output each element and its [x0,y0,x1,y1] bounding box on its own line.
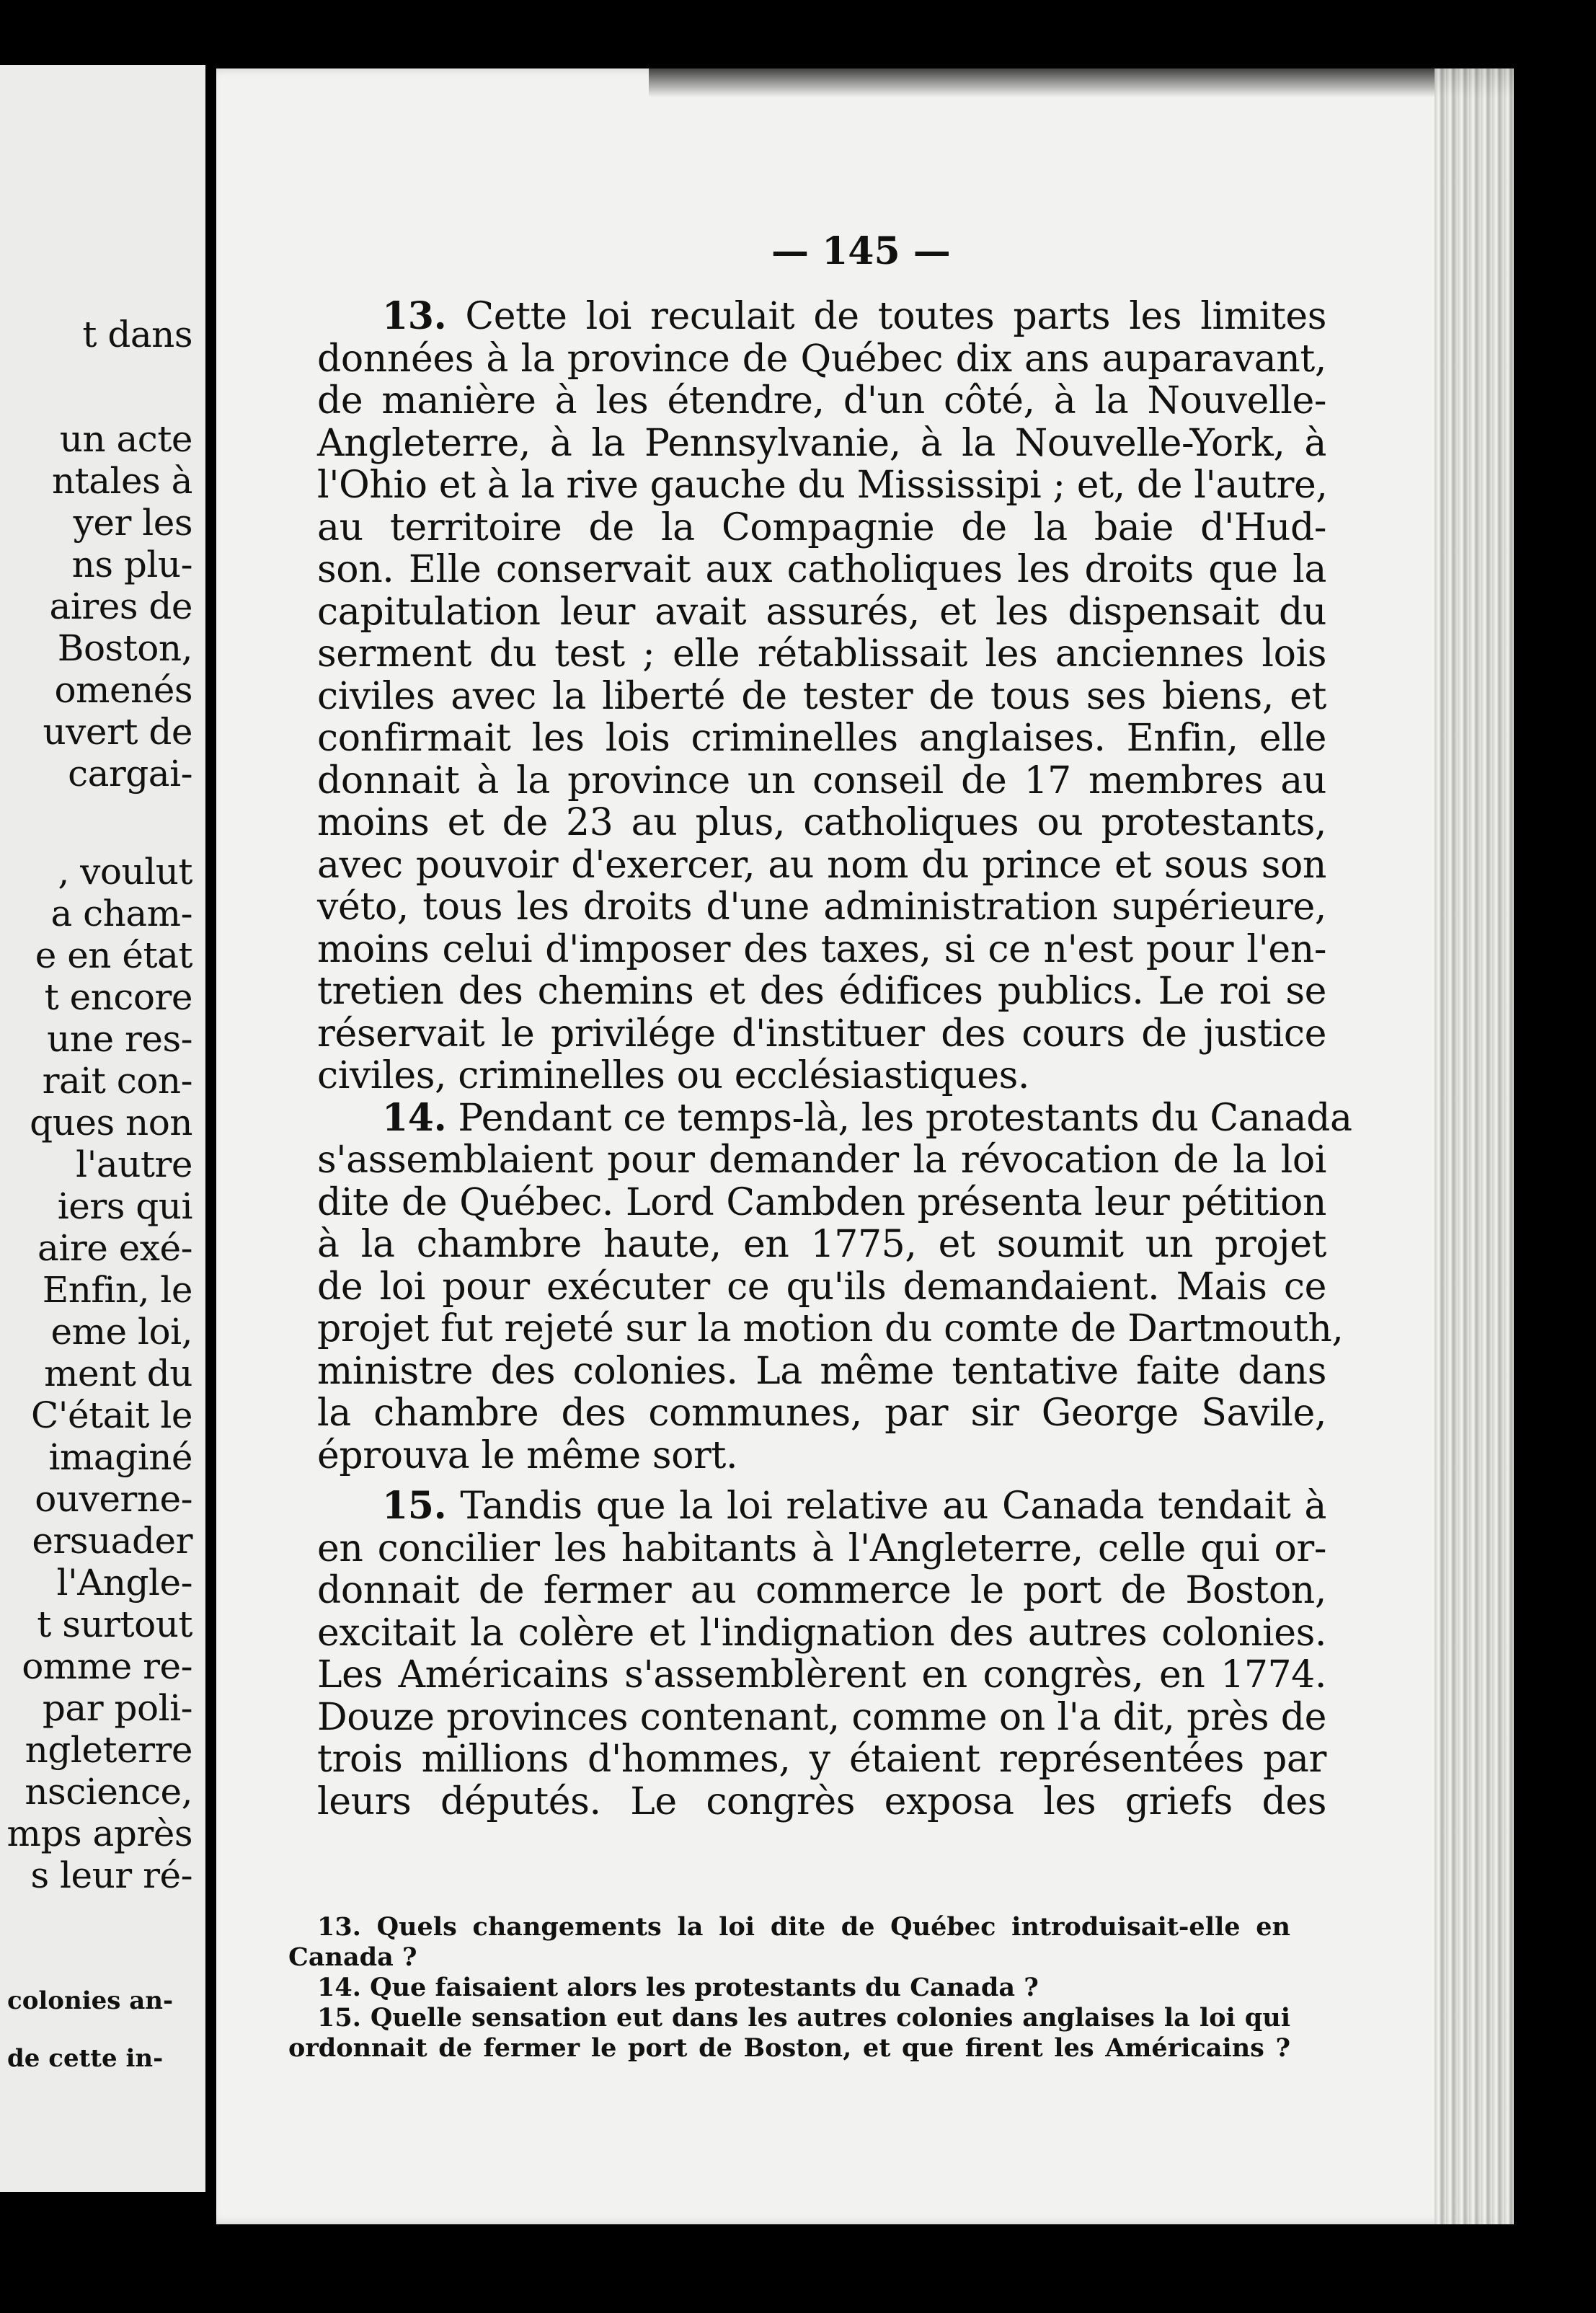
paragraph-line: éprouva le même sort. [317,1433,738,1477]
paragraph-line: dite de Québec. Lord Cambden présenta leur pétition [317,1180,1326,1224]
left-fragment: une res- [47,1018,192,1060]
paragraph-line: ministre des colonies. La même tentative faite dans [317,1349,1326,1393]
paragraph-line: Angleterre, à la Pennsylvanie, à la Nouvelle-York, à [317,421,1326,465]
paragraph-line: véto, tous les droits d'une administration supérieure, [317,885,1326,929]
paragraph-line: Les Américains s'assemblèrent en congrès, en 1774. [317,1653,1326,1697]
footnote-line: 14. Que faisaient alors les protestants du Canada ? [317,1973,1039,2002]
left-fragment: rait con- [42,1060,192,1102]
left-fragment: ouverne- [35,1478,192,1520]
left-fragment: t encore [44,976,192,1018]
left-fragment: t surtout [37,1604,192,1645]
paragraph-line: Douze provinces contenant, comme on l'a dit, près de [317,1695,1326,1739]
paragraph-line: au territoire de la Compagnie de la baie d'Hud- [317,505,1326,549]
left-fragment: ns plu- [71,544,192,585]
left-fragment: a cham- [50,893,192,934]
paragraph-line: 15. Tandis que la loi relative au Canada tendait à [382,1484,1327,1528]
left-fragment: omme re- [22,1645,192,1687]
paragraph-line: données à la province de Québec dix ans auparavant, [317,337,1326,381]
paragraph-line: tretien des chemins et des édifices publics. Le roi se [317,970,1326,1013]
footnote-line: 13. Quels changements la loi dite de Québec introduisait-elle en [317,1912,1290,1942]
paragraph-line: trois millions d'hommes, y étaient représentées par [317,1738,1326,1781]
paragraph-line: de loi pour exécuter ce qu'ils demandaient. Mais ce [317,1265,1326,1309]
page-top-shadow [649,68,1514,97]
left-fragment: ques non [30,1102,192,1144]
paragraph-line: capitulation leur avait assurés, et les dispensait du [317,590,1326,634]
paragraph-line: avec pouvoir d'exercer, au nom du prince et sous son [317,843,1326,887]
footnotes [288,1912,1290,2064]
paragraph-line: à la chambre haute, en 1775, et soumit un projet [317,1223,1326,1266]
left-fragment: nscience, [25,1771,192,1813]
paragraph-line: 13. Cette loi reculait de toutes parts les limites [382,294,1326,338]
left-fragment: l'Angle- [56,1562,192,1604]
paragraph-line: de manière à les étendre, d'un côté, à la Nouvelle- [317,379,1326,423]
paragraph-line: projet fut rejeté sur la motion du comte de Dartmouth, [317,1307,1344,1350]
left-fragment: imaginé [48,1436,192,1478]
left-fragment: un acte [59,418,192,460]
left-fragment: t dans [82,314,192,355]
left-fragment: yer les [73,502,192,544]
paragraph-line: leurs députés. Le congrès exposa les griefs des [317,1779,1326,1823]
page-edges [1435,68,1514,2224]
left-fragment: uvert de [43,711,192,753]
left-fragment: Enfin, le [42,1269,192,1311]
left-fragment: e en état [35,934,192,976]
left-fragment: ngleterre [25,1729,192,1771]
left-fragment: mps après [6,1813,192,1854]
paragraph-number: 13. [382,294,447,338]
left-fragment: eme loi, [50,1311,192,1353]
left-fragment: ment du [44,1353,192,1394]
paragraph-line: donnait de fermer au commerce le port de Boston, [317,1569,1326,1612]
footnote-line: 15. Quelle sensation eut dans les autres colonies anglaises la loi qui [317,2003,1290,2033]
paragraph-line: 14. Pendant ce temps-là, les protestants du Canada [382,1095,1352,1140]
paragraph-line: la chambre des communes, par sir George Savile, [317,1392,1326,1435]
left-fragment: , voulut [58,851,192,893]
left-footnote-fragment: de cette in- [7,2044,164,2073]
paragraph-line: réservait le privilége d'instituer des cours de justice [317,1012,1326,1056]
paragraph-line: s'assemblaient pour demander la révocation de la loi [317,1138,1326,1182]
left-fragment: iers qui [57,1185,192,1227]
left-fragment: cargai- [68,753,192,795]
paragraph-line: en concilier les habitants à l'Angleterre, celle qui or- [317,1526,1326,1570]
left-fragment: C'était le [30,1394,192,1436]
page-number: — 145 — [771,229,951,273]
left-fragment: l'autre [76,1144,192,1185]
paragraph-line: excitait la colère et l'indignation des autres colonies. [317,1611,1326,1655]
paragraph-line: confirmait les lois criminelles anglaises. Enfin, elle [317,717,1326,760]
footnote-line: Canada ? [288,1942,417,1972]
left-fragment: aire exé- [37,1227,192,1269]
left-fragment: par poli- [42,1687,192,1729]
paragraph-line: donnait à la province un conseil de 17 membres au [317,759,1326,802]
left-facing-page [0,65,205,2192]
paragraph-line: civiles, criminelles ou ecclésiastiques. [317,1054,1030,1097]
paragraph-line: son. Elle conservait aux catholiques les droits que la [317,548,1326,591]
body-text [317,294,1352,1823]
left-fragment: ersuader [32,1520,192,1562]
paragraph-line: civiles avec la liberté de tester de tous ses biens, et [317,674,1326,718]
left-footnote-fragment: colonies an- [7,1986,174,2015]
left-fragment: aires de [49,585,192,627]
footnote-line: ordonnait de fermer le port de Boston, et que firent les Américains ? [288,2033,1290,2063]
paragraph-line: serment du test ; elle rétablissait les anciennes lois [317,632,1326,676]
paragraph-number: 15. [382,1484,447,1528]
paragraph-line: l'Ohio et à la rive gauche du Mississipi ; et, de l'autre, [317,464,1328,507]
paragraph-line: moins celui d'imposer des taxes, si ce n'est pour l'en- [317,927,1326,971]
left-fragment: ntales à [51,460,192,502]
left-fragment: s leur ré- [30,1854,192,1896]
paragraph-line: moins et de 23 au plus, catholiques ou protestants, [317,801,1326,844]
left-fragment: omenés [54,669,192,711]
paragraph-number: 14. [382,1095,447,1140]
left-fragment: Boston, [57,627,192,669]
